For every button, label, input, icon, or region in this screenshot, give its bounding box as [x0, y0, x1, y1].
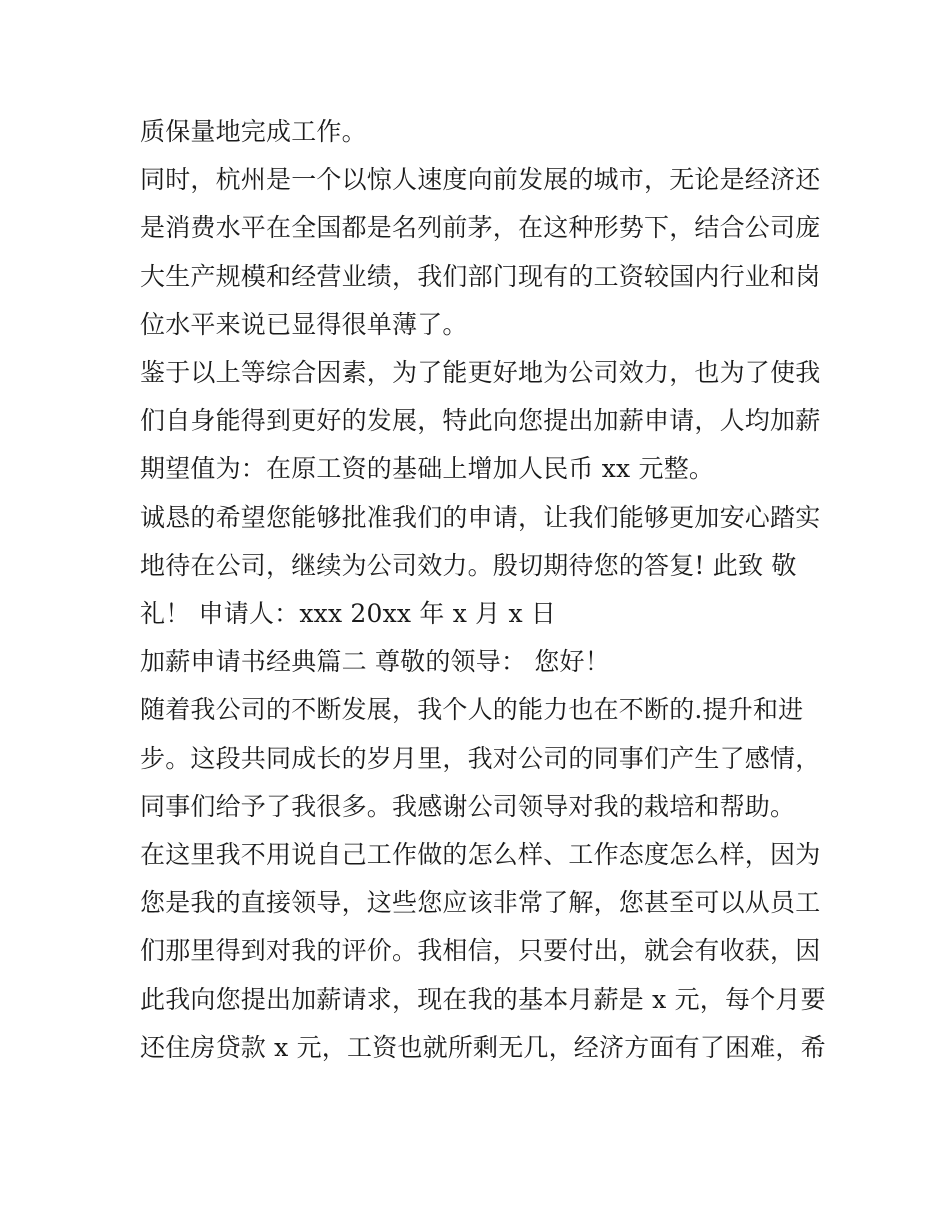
text-line: 同时，杭州是一个以惊人速度向前发展的城市，无论是经济还 — [140, 165, 821, 195]
text-line: 您是我的直接领导，这些您应该非常了解，您甚至可以从员工 — [140, 888, 821, 918]
text-line: 同事们给予了我很多。我感谢公司领导对我的栽培和帮助。 — [140, 791, 796, 821]
text-line: 还住房贷款 x 元，工资也就所剩无几，经济方面有了困难，希 — [140, 1032, 826, 1062]
section-heading-line: 加薪申请书经典篇二 尊敬的领导： 您好！ — [140, 647, 610, 677]
text-line: 质保量地完成工作。 — [140, 117, 367, 146]
text-line: 大生产规模和经营业绩，我们部门现有的工资较国内行业和岗 — [140, 261, 821, 291]
text-line: 随着我公司的不断发展，我个人的能力也在不断的.提升和进 — [140, 695, 804, 725]
text-line: 位水平来说已显得很单薄了。 — [140, 309, 468, 339]
text-line: 步。这段共同成长的岁月里，我对公司的同事们产生了感情， — [140, 743, 821, 773]
text-line: 们自身能得到更好的发展，特此向您提出加薪申请，人均加薪 — [140, 406, 821, 436]
text-line: 是消费水平在全国都是名列前茅，在这种形势下，结合公司庞 — [140, 213, 821, 243]
text-line: 诚恳的希望您能够批准我们的申请，让我们能够更加安心踏实 — [140, 502, 821, 532]
document-body — [140, 108, 826, 1072]
text-line: 礼！ 申请人：xxx 20xx 年 x 月 x 日 — [140, 599, 557, 629]
text-line: 们那里得到对我的评价。我相信，只要付出，就会有收获，因 — [140, 936, 821, 966]
text-line: 在这里我不用说自己工作做的怎么样、工作态度怎么样，因为 — [140, 840, 821, 870]
text-line: 鉴于以上等综合因素，为了能更好地为公司效力，也为了使我 — [140, 358, 821, 388]
text-line: 期望值为：在原工资的基础上增加人民币 xx 元整。 — [140, 454, 715, 484]
text-line: 地待在公司，继续为公司效力。殷切期待您的答复! 此致 敬 — [140, 550, 797, 580]
text-line: 此我向您提出加薪请求，现在我的基本月薪是 x 元，每个月要 — [140, 984, 826, 1014]
